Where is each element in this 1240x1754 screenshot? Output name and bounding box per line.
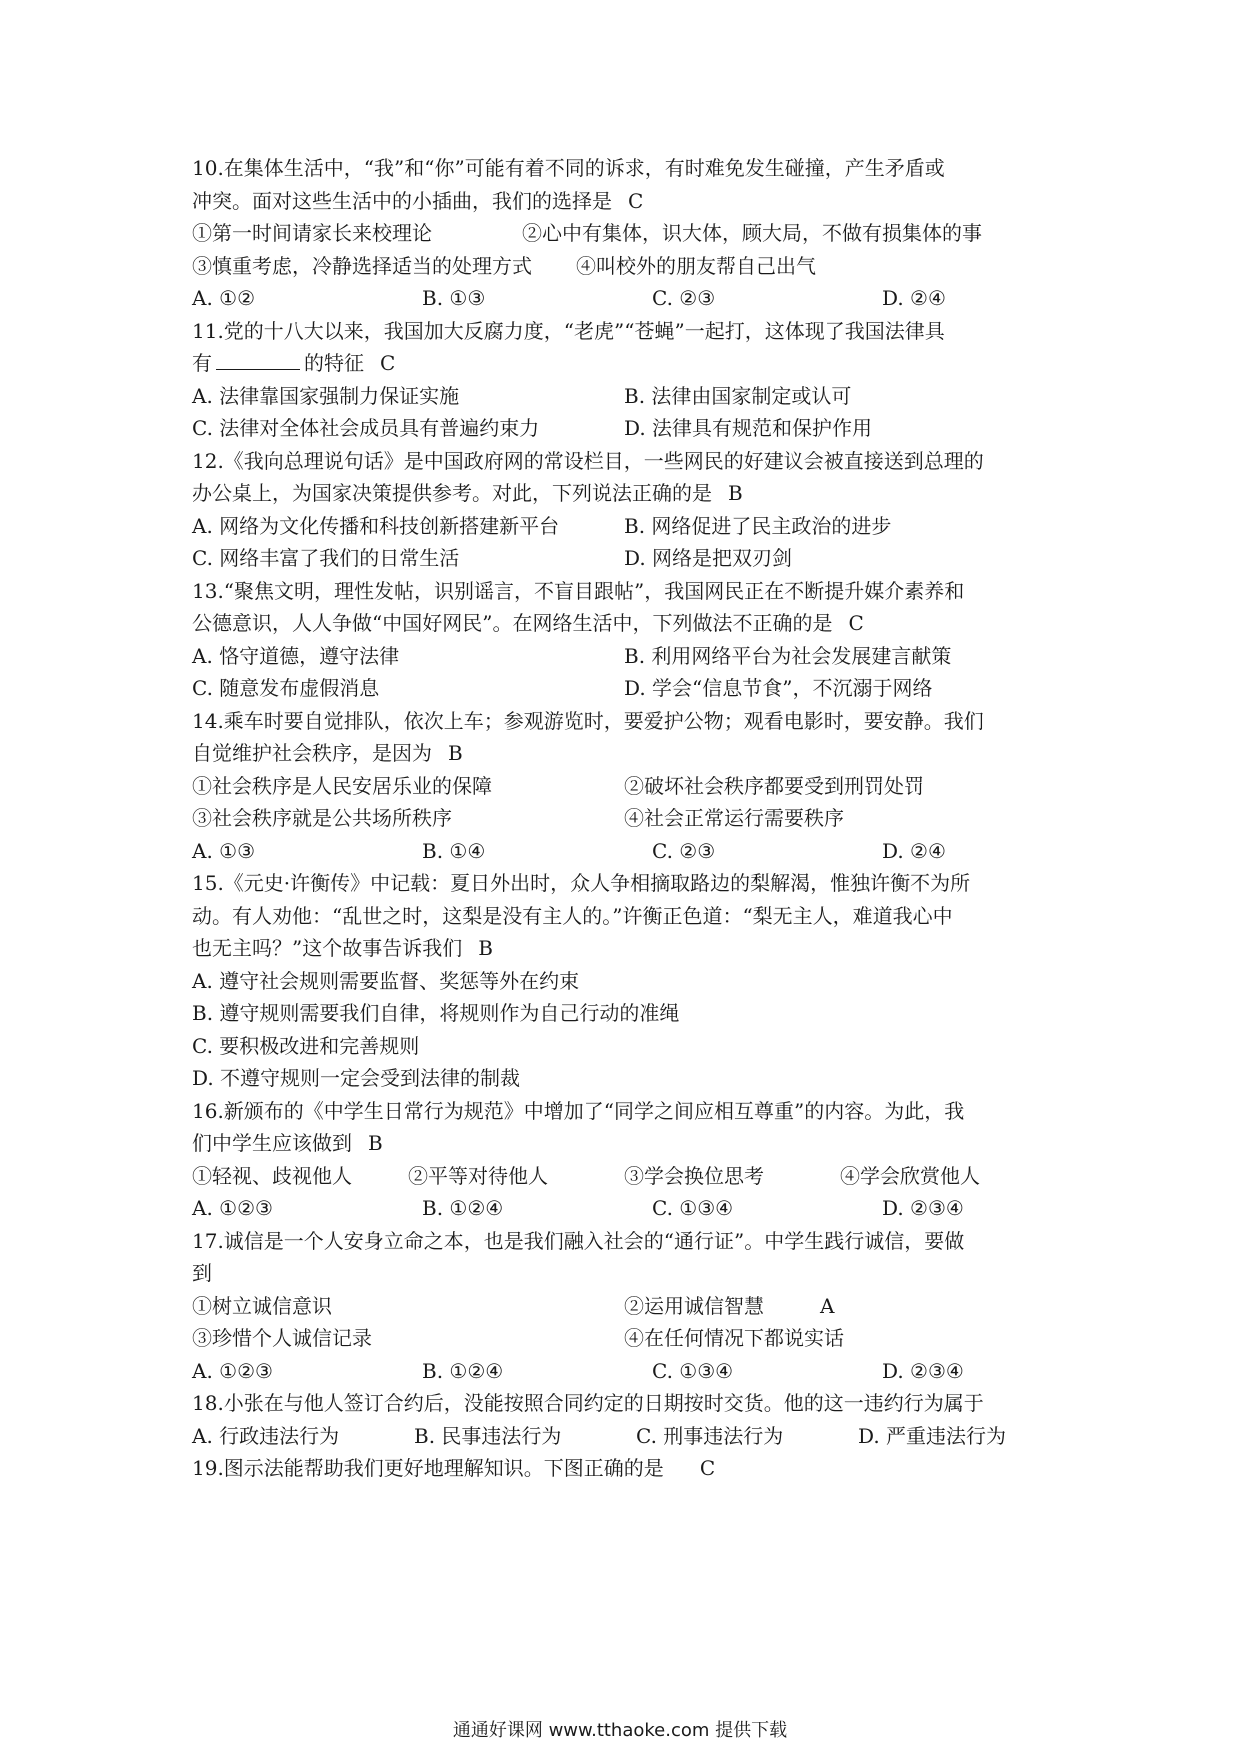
statement: ③社会秩序就是公共场所秩序 xyxy=(192,806,452,830)
option-c: C. ①③④ xyxy=(652,1358,734,1383)
statement-row xyxy=(192,770,1072,803)
statement: ①社会秩序是人民安居乐业的保障 xyxy=(192,773,492,798)
option-a: A. 遵守社会规则需要监督、奖惩等外在约束 xyxy=(192,968,580,993)
option-b: B. 民事违法行为 xyxy=(414,1423,562,1448)
answer-key: B xyxy=(728,481,743,505)
option-row xyxy=(192,835,1072,868)
statement: ②心中有集体，识大体，顾大局，不做有损集体的事 xyxy=(522,221,982,245)
question-13 xyxy=(192,575,1072,705)
question-stem: 有 的特征 C xyxy=(192,347,1072,380)
statement-row xyxy=(192,217,1072,250)
statement: ①第一时间请家长来校理论 xyxy=(192,221,432,245)
question-18 xyxy=(192,1387,1072,1452)
option-d: D. ②④ xyxy=(882,838,946,863)
option-a: A. ①②③ xyxy=(192,1196,273,1220)
option-b: B. ①③ xyxy=(422,286,486,310)
option-row xyxy=(192,542,1072,575)
answer-key: B xyxy=(368,1131,383,1155)
answer-key: C xyxy=(628,188,644,213)
question-stem: 冲突。面对这些生活中的小插曲，我们的选择是 C xyxy=(192,188,644,213)
option-d: D. 学会“信息节食”，不沉溺于网络 xyxy=(624,676,933,700)
option-d: D. ②③④ xyxy=(882,1196,964,1220)
option-row xyxy=(192,1420,1072,1453)
question-stem: 们中学生应该做到 B xyxy=(192,1131,383,1155)
question-stem: 18.小张在与他人签订合约后，没能按照合同约定的日期按时交货。他的这一违约行为属于 xyxy=(192,1391,984,1415)
answer-key: C xyxy=(380,351,396,375)
question-stem: 到 xyxy=(192,1261,212,1285)
statement-row xyxy=(192,1322,1072,1355)
option-d: D. 网络是把双刃剑 xyxy=(624,546,793,570)
option-a: A. 法律靠国家强制力保证实施 xyxy=(192,383,460,408)
question-11 xyxy=(192,315,1072,445)
option-b: B. 遵守规则需要我们自律，将规则作为自己行动的准绳 xyxy=(192,1001,680,1025)
question-14 xyxy=(192,705,1072,868)
statement: ①树立诚信意识 xyxy=(192,1293,332,1318)
question-19 xyxy=(192,1452,1072,1485)
statement: ③学会换位思考 xyxy=(624,1163,764,1188)
statement: ④叫校外的朋友帮自己出气 xyxy=(576,253,816,278)
option-b: B. 法律由国家制定或认可 xyxy=(624,383,852,408)
statement: ④学会欣赏他人 xyxy=(840,1163,980,1188)
option-b: B. 利用网络平台为社会发展建言献策 xyxy=(624,643,952,668)
option-row xyxy=(192,510,1072,543)
question-stem: 11.党的十八大以来，我国加大反腐力度，“老虎”“苍蝇”一起打，这体现了我国法律具 xyxy=(192,318,945,343)
option-row xyxy=(192,412,1072,445)
question-15 xyxy=(192,867,1072,1095)
question-12 xyxy=(192,445,1072,575)
option-a: A. ①②③ xyxy=(192,1358,273,1383)
option-c: C. ②③ xyxy=(652,838,716,863)
answer-key: C xyxy=(699,1456,716,1480)
option-d: D. 严重违法行为 xyxy=(858,1423,1007,1448)
answer-key: B xyxy=(448,741,463,765)
statement: ②平等对待他人 xyxy=(408,1163,548,1188)
option-row xyxy=(192,1355,1072,1388)
question-stem: 15.《元史·许衡传》中记载：夏日外出时，众人争相摘取路边的梨解渴，惟独许衡不为所 xyxy=(192,871,971,895)
question-stem: 动。有人劝他：“乱世之时，这梨是没有主人的。”许衡正色道：“梨无主人，难道我心中 xyxy=(192,903,953,928)
statement: ④在任何情况下都说实话 xyxy=(624,1326,844,1350)
fill-blank xyxy=(216,347,300,370)
answer-key: C xyxy=(848,611,864,635)
option-row xyxy=(192,282,1072,315)
statement-row xyxy=(192,1290,1072,1323)
question-stem: 也无主吗？”这个故事告诉我们 B xyxy=(192,936,493,960)
option-a: A. ①② xyxy=(192,286,256,310)
option-c: C. 要积极改进和完善规则 xyxy=(192,1033,420,1058)
answer-key: B xyxy=(478,936,493,960)
question-10 xyxy=(192,152,1072,315)
question-stem: 公德意识，人人争做“中国好网民”。在网络生活中，下列做法不正确的是 C xyxy=(192,611,864,635)
question-stem: 16.新颁布的《中学生日常行为规范》中增加了“同学之间应相互尊重”的内容。为此，我 xyxy=(192,1098,965,1123)
option-d: D. ②④ xyxy=(882,286,946,310)
page-footer: 通通好课网 www.tthaoke.com 提供下载 xyxy=(452,1720,788,1741)
question-16 xyxy=(192,1095,1072,1225)
option-a: A. 行政违法行为 xyxy=(192,1423,340,1448)
answer-key: A xyxy=(820,1293,835,1318)
statement: ③珍惜个人诚信记录 xyxy=(192,1326,372,1350)
option-a: A. 网络为文化传播和科技创新搭建新平台 xyxy=(192,513,560,538)
option-c: C. 随意发布虚假消息 xyxy=(192,676,380,700)
option-c: C. 法律对全体社会成员具有普遍约束力 xyxy=(192,416,540,440)
option-c: C. ①③④ xyxy=(652,1196,734,1220)
question-stem: 19.图示法能帮助我们更好地理解知识。下图正确的是 C xyxy=(192,1456,716,1480)
option-a: A. 恪守道德，遵守法律 xyxy=(192,643,400,668)
option-row xyxy=(192,672,1072,705)
option-d: D. 法律具有规范和保护作用 xyxy=(624,416,873,440)
question-stem: 办公桌上，为国家决策提供参考。对此，下列说法正确的是 B xyxy=(192,481,743,505)
option-b: B. ①④ xyxy=(422,838,486,863)
option-c: C. ②③ xyxy=(652,286,716,310)
option-row xyxy=(192,640,1072,673)
option-d: D. ②③④ xyxy=(882,1358,964,1383)
question-stem: 17.诚信是一个人安身立命之本，也是我们融入社会的“通行证”。中学生践行诚信，要做 xyxy=(192,1228,965,1253)
statement: ①轻视、歧视他人 xyxy=(192,1163,352,1188)
question-stem: 12.《我向总理说句话》是中国政府网的常设栏目，一些网民的好建议会被直接送到总理的 xyxy=(192,448,984,473)
option-row xyxy=(192,1192,1072,1225)
option-b: B. ①②④ xyxy=(422,1196,504,1220)
question-stem: 14.乘车时要自觉排队，依次上车；参观游览时，要爱护公物；观看电影时，要安静。我们 xyxy=(192,708,984,733)
option-c: C. 网络丰富了我们的日常生活 xyxy=(192,546,460,570)
question-17 xyxy=(192,1225,1072,1388)
statement-row xyxy=(192,250,1072,283)
question-list xyxy=(192,152,1072,1485)
option-row xyxy=(192,380,1072,413)
statement: ④社会正常运行需要秩序 xyxy=(624,806,844,830)
question-stem: 自觉维护社会秩序，是因为 B xyxy=(192,741,463,765)
option-d: D. 不遵守规则一定会受到法律的制裁 xyxy=(192,1066,521,1090)
statement-row xyxy=(192,1160,1072,1193)
option-b: B. 网络促进了民主政治的进步 xyxy=(624,513,892,538)
question-stem: 13.“聚焦文明，理性发帖，识别谣言，不盲目跟帖”，我国网民正在不断提升媒介素养和 xyxy=(192,578,965,603)
statement: ②运用诚信智慧 xyxy=(624,1293,764,1318)
option-c: C. 刑事违法行为 xyxy=(636,1423,784,1448)
option-a: A. ①③ xyxy=(192,838,256,863)
statement-row xyxy=(192,802,1072,835)
statement: ③慎重考虑，冷静选择适当的处理方式 xyxy=(192,253,532,278)
statement: ②破坏社会秩序都要受到刑罚处罚 xyxy=(624,773,924,798)
option-b: B. ①②④ xyxy=(422,1358,504,1383)
question-stem: 10.在集体生活中，“我”和“你”可能有着不同的诉求，有时难免发生碰撞，产生矛盾或 xyxy=(192,156,945,180)
